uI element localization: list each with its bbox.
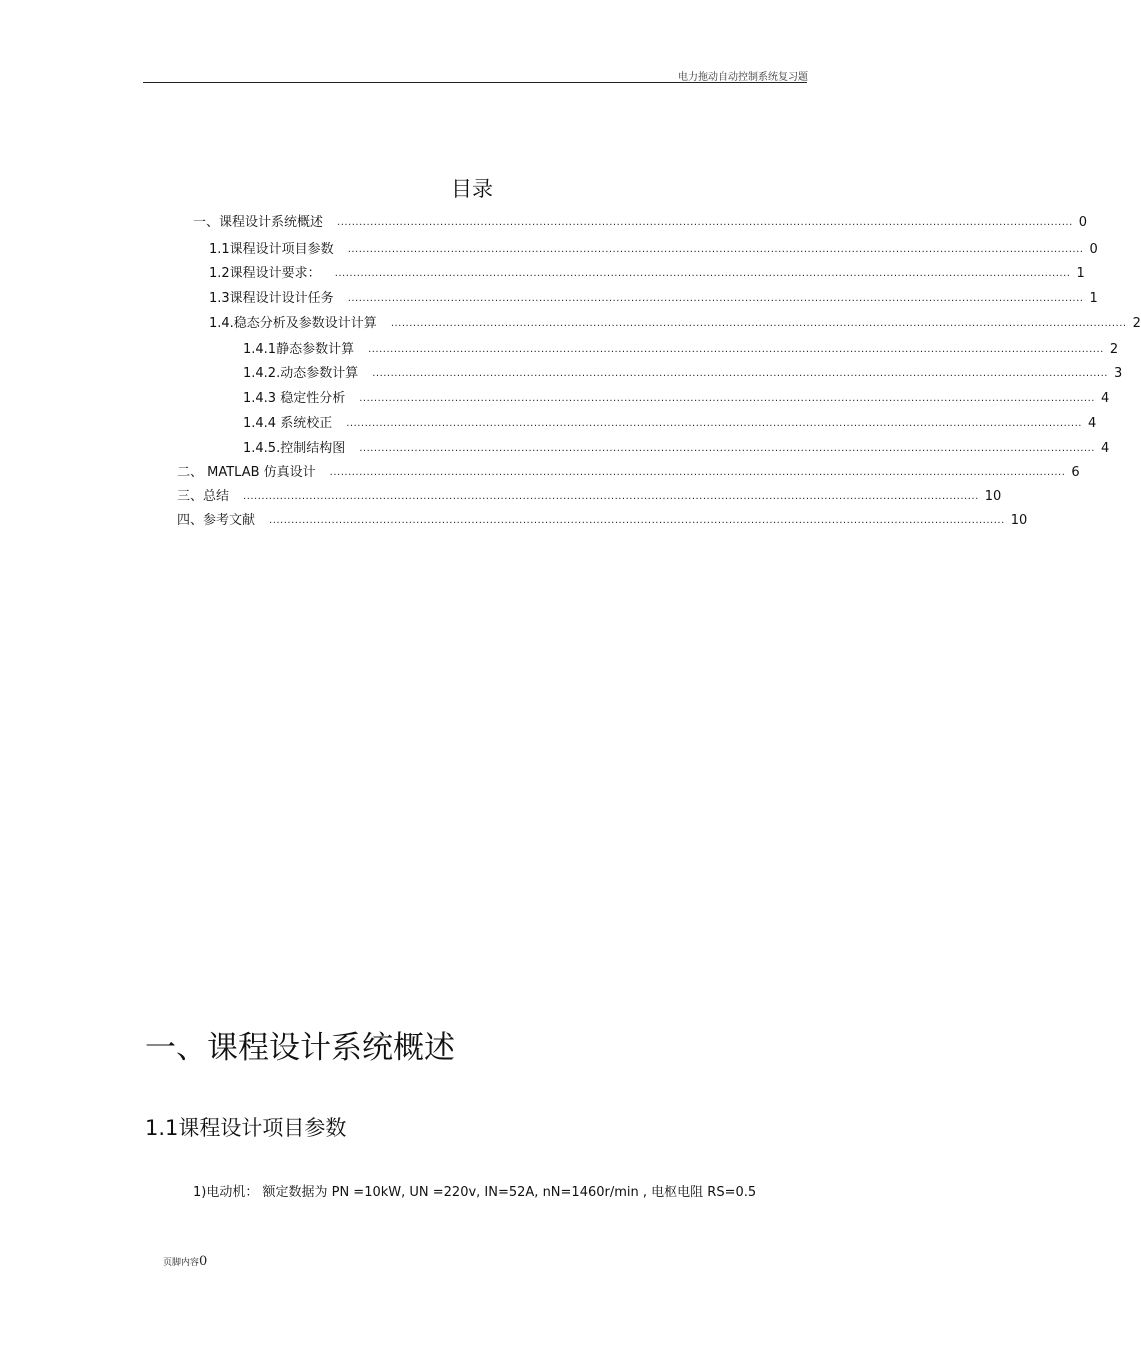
toc-leader-dots: ........................................................................................................................................................................................................	[359, 393, 1095, 404]
toc-entry-page: 4	[1100, 391, 1110, 406]
toc-entry-page: 1	[1089, 291, 1098, 306]
section-heading: 一、课程设计系统概述	[145, 1030, 455, 1066]
toc-entry-page: 2	[1109, 342, 1119, 357]
toc-leader-dots: ........................................................................................................................................................................................................	[334, 268, 1071, 279]
toc-entry-page: 6	[1071, 465, 1080, 480]
footer-label: 页脚内容	[163, 1258, 200, 1268]
toc-entry-label: 1.2课程设计要求：	[209, 266, 321, 281]
toc-entry-page: 10	[1010, 513, 1028, 528]
toc-entry-label: 1.3课程设计设计任务	[209, 291, 334, 306]
toc-entry[interactable]	[243, 389, 1110, 407]
toc-entry[interactable]	[243, 364, 1123, 382]
toc-entry[interactable]	[209, 289, 1098, 307]
toc-leader-dots: ........................................................................................................................................................................................................	[337, 217, 1073, 228]
toc-leader-dots: ........................................................................................................................................................................................................	[368, 344, 1104, 355]
toc-entry[interactable]	[209, 264, 1085, 282]
toc-entry-page: 1	[1076, 266, 1085, 281]
footer-page-number: 0	[199, 1254, 208, 1269]
toc-entry-label: 1.1课程设计项目参数	[209, 242, 334, 257]
toc-entry-page: 0	[1078, 215, 1088, 230]
toc-leader-dots: ........................................................................................................................................................................................................	[269, 515, 1005, 526]
toc-entry[interactable]	[209, 240, 1098, 258]
toc-leader-dots: ........................................................................................................................................................................................................	[390, 318, 1127, 329]
toc-entry-page: 3	[1113, 366, 1123, 381]
page-header-text: 电力拖动自动控制系统复习题	[678, 72, 808, 83]
toc-entry-page: 4	[1100, 441, 1110, 456]
toc-entry-page: 0	[1089, 242, 1098, 257]
toc-entry[interactable]	[177, 511, 1028, 529]
toc-entry[interactable]	[177, 487, 1002, 505]
toc-entry[interactable]	[209, 314, 1141, 332]
toc-entry-page: 2	[1132, 316, 1141, 331]
toc-entry-label: 1.4.4 系统校正	[243, 416, 333, 431]
section-subheading: 1.1课程设计项目参数	[145, 1116, 347, 1140]
toc-entry-label: 二、 MATLAB 仿真设计	[177, 465, 316, 480]
toc-entry-label: 1.4.5.控制结构图	[243, 441, 346, 456]
toc-title: 目录	[451, 177, 493, 201]
toc-leader-dots: ........................................................................................................................................................................................................	[359, 443, 1095, 454]
header-rule	[143, 82, 807, 83]
toc-leader-dots: ........................................................................................................................................................................................................	[347, 244, 1084, 255]
toc-entry-label: 三、总结	[177, 489, 230, 504]
toc-entry-page: 4	[1087, 416, 1097, 431]
toc-entry[interactable]	[177, 463, 1080, 481]
toc-entry[interactable]	[243, 414, 1097, 432]
toc-leader-dots: ........................................................................................................................................................................................................	[329, 467, 1066, 478]
toc-leader-dots: ........................................................................................................................................................................................................	[243, 491, 979, 502]
toc-entry[interactable]	[243, 439, 1110, 457]
toc-entry-label: 四、参考文献	[177, 513, 256, 528]
toc-entry-page: 10	[984, 489, 1002, 504]
toc-entry-label: 1.4.3 稳定性分析	[243, 391, 346, 406]
toc-leader-dots: ........................................................................................................................................................................................................	[372, 368, 1108, 379]
toc-leader-dots: ........................................................................................................................................................................................................	[346, 418, 1082, 429]
body-paragraph: 1)电动机： 额定数据为 PN =10kW, UN =220v, IN=52A, nN=1460r/min , 电枢电阻 RS=0.5	[193, 1185, 757, 1200]
toc-entry[interactable]	[193, 213, 1088, 231]
toc-leader-dots: ........................................................................................................................................................................................................	[347, 293, 1084, 304]
toc-entry[interactable]	[243, 340, 1119, 358]
toc-entry-label: 1.4.2.动态参数计算	[243, 366, 359, 381]
page-footer	[163, 1250, 207, 1269]
toc-entry-label: 1.4.稳态分析及参数设计计算	[209, 316, 377, 331]
toc-entry-label: 1.4.1静态参数计算	[243, 342, 355, 357]
toc-entry-label: 一、课程设计系统概述	[193, 215, 324, 230]
